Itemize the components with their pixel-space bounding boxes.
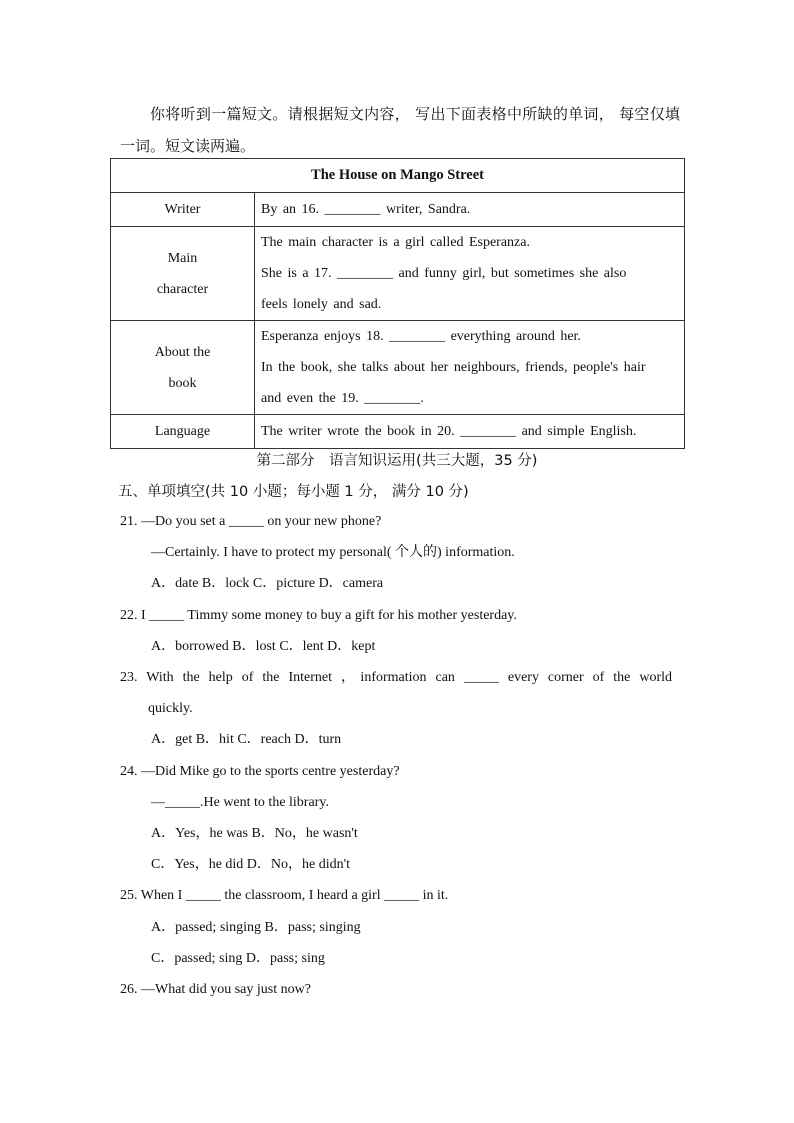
part-title: 五、单项填空(共 10 小题；每小题 1 分， 满分 10 分) xyxy=(118,484,469,500)
row-label xyxy=(111,227,255,321)
table-row xyxy=(111,227,685,321)
question-options: C．Yes，he did D．No，he didn't xyxy=(151,857,351,872)
info-table xyxy=(110,158,685,449)
question-stem: 25. When I _____ the classroom, I heard a girl _____ in it. xyxy=(120,888,449,903)
row-content xyxy=(255,321,685,415)
question-options: A．get B．hit C．reach D．turn xyxy=(151,732,342,747)
question-stem: 26. —What did you say just now? xyxy=(120,982,311,997)
row-label-line: About the xyxy=(154,344,211,360)
content-line: and even the 19. ________. xyxy=(261,391,424,406)
listening-instruction: 你将听到一篇短文。请根据短文内容， 写出下面表格中所缺的单词， 每空仅填一词。短文读两遍。 xyxy=(120,105,680,155)
table-title: The House on Mango Street xyxy=(111,159,685,193)
table-row xyxy=(111,193,685,227)
question-dialogue: —_____.He went to the library. xyxy=(151,795,329,810)
row-label-line: book xyxy=(168,375,197,391)
row-label-line: Main xyxy=(167,250,198,266)
question-stem-continued: quickly. xyxy=(148,701,193,716)
content-line: In the book, she talks about her neighbours, friends, people's hair xyxy=(261,360,646,375)
row-content xyxy=(255,227,685,321)
question-stem: 22. I _____ Timmy some money to buy a gift for his mother yesterday. xyxy=(120,608,517,623)
question-dialogue: —Certainly. I have to protect my personal( 个人的) information. xyxy=(151,545,515,560)
content-line: Esperanza enjoys 18. ________ everything around her. xyxy=(261,329,581,344)
question-options: A．date B．lock C．picture D．camera xyxy=(151,576,384,591)
content-line: feels lonely and sad. xyxy=(261,297,382,312)
content-line: The writer wrote the book in 20. ________ and simple English. xyxy=(261,424,637,439)
question-options: C．passed; sing D．pass; sing xyxy=(151,951,325,966)
question-stem: 23. With the help of the Internet ，information can _____ every corner of the world xyxy=(120,670,672,685)
row-label: Writer xyxy=(111,193,255,227)
question-options: A．passed; singing B．pass; singing xyxy=(151,920,361,935)
row-content xyxy=(255,415,685,449)
content-line: She is a 17. ________ and funny girl, but sometimes she also xyxy=(261,266,627,281)
question-options: A．Yes，he was B．No，he wasn't xyxy=(151,826,358,841)
question-stem: 24. —Did Mike go to the sports centre yesterday? xyxy=(120,764,400,779)
row-label: Language xyxy=(111,415,255,449)
row-label xyxy=(111,321,255,415)
row-content xyxy=(255,193,685,227)
question-stem: 21. —Do you set a _____ on your new phone? xyxy=(120,514,382,529)
table-row xyxy=(111,415,685,449)
section-title: 第二部分 语言知识运用(共三大题，35 分) xyxy=(256,453,538,469)
table-row xyxy=(111,321,685,415)
content-line: By an 16. ________ writer, Sandra. xyxy=(261,202,471,217)
question-options: A．borrowed B．lost C．lent D．kept xyxy=(151,639,376,654)
content-line: The main character is a girl called Esperanza. xyxy=(261,235,530,250)
row-label-line: character xyxy=(156,281,209,297)
